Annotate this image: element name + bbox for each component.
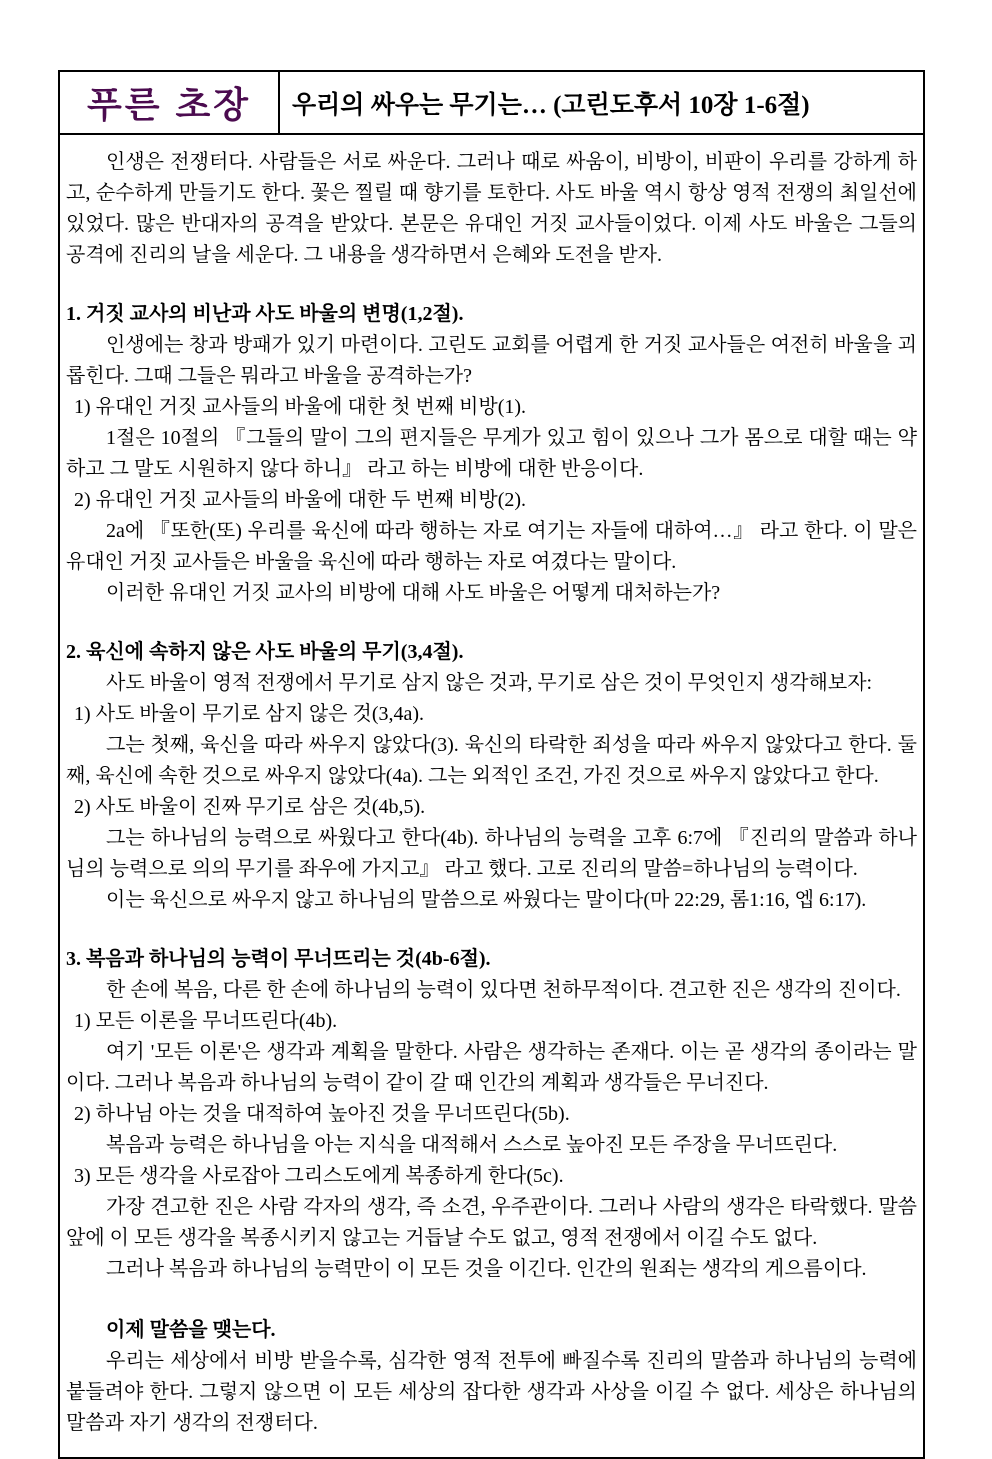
- section-1-question-paragraph: 이러한 유대인 거짓 교사의 비방에 대해 사도 바울은 어떻게 대처하는가?: [106, 582, 721, 604]
- section-1-heading: 1. 거짓 교사의 비난과 사도 바울의 변명(1,2절).: [66, 303, 464, 325]
- intro-paragraph: 인생은 전쟁터다. 사람들은 서로 싸운다. 그러나 때로 싸움이, 비방이, 비판이 우리를 강하게 하고, 순수하게 만들기도 한다. 꽃은 찔릴 때 향기를 토한다. 사도 바울 역시 항상 영적 전쟁의 최일선에 있었다. 많은 반대자의 공격을 받았다. 본문은 유대인 거짓 교사들이었다. 이제 사도 바울은 그들의 공격에 진리의 날을 세운다. 그 내용을 생각하면서 은혜와 도전을 받자.: [66, 151, 917, 266]
- subpoint-2-1-paragraph: 그는 첫째, 육신을 따라 싸우지 않았다(3). 육신의 타락한 죄성을 따라 싸우지 않았다고 한다. 둘째, 육신에 속한 것으로 싸우지 않았다(4a). 그는 외적인 조건, 가진 것으로 싸우지 않았다고 한다.: [66, 734, 917, 787]
- subpoint-1-1: 1) 유대인 거짓 교사들의 바울에 대한 첫 번째 비방(1).: [74, 396, 527, 418]
- subpoint-1-2: 2) 유대인 거짓 교사들의 바울에 대한 두 번째 비방(2).: [74, 489, 527, 511]
- subpoint-3-3-paragraph: 가장 견고한 진은 사람 각자의 생각, 즉 소견, 우주관이다. 그러나 사람의 생각은 타락했다. 말씀 앞에 이 모든 생각을 복종시키지 않고는 거듭날 수도 없고, 영적 전쟁에서 이길 수도 없다.: [66, 1196, 917, 1249]
- closing-paragraph: 우리는 세상에서 비방 받을수록, 심각한 영적 전투에 빠질수록 진리의 말씀과 하나님의 능력에 붙들려야 한다. 그렇지 않으면 이 모든 세상의 잡다한 생각과 사상을 이길 수 없다. 세상은 하나님의 말씀과 자기 생각의 전쟁터다.: [66, 1350, 917, 1434]
- section-2-summary-paragraph: 이는 육신으로 싸우지 않고 하나님의 말씀으로 싸웠다는 말이다(마 22:29, 롬1:16, 엡 6:17).: [106, 889, 867, 911]
- brand-title: 푸른 초장: [86, 84, 252, 125]
- section-2-paragraph: 사도 바울이 영적 전쟁에서 무기로 삼지 않은 것과, 무기로 삼은 것이 무엇인지 생각해보자:: [106, 672, 873, 694]
- subpoint-3-1-paragraph: 여기 '모든 이론'은 생각과 계획을 말한다. 사람은 생각하는 존재다. 이는 곧 생각의 종이라는 말이다. 그러나 복음과 하나님의 능력이 같이 갈 때 인간의 계획과 생각들은 무너진다.: [66, 1041, 917, 1094]
- subpoint-1-2-paragraph: 2a에 『또한(또) 우리를 육신에 따라 행하는 자로 여기는 자들에 대하여…』 라고 한다. 이 말은 유대인 거짓 교사들은 바울을 육신에 따라 행하는 자로 여겼다는 말이다.: [66, 520, 917, 573]
- section-3-paragraph: 한 손에 복음, 다른 한 손에 하나님의 능력이 있다면 천하무적이다. 견고한 진은 생각의 진이다.: [106, 979, 901, 1001]
- subpoint-3-3: 3) 모든 생각을 사로잡아 그리스도에게 복종하게 한다(5c).: [74, 1165, 564, 1187]
- section-3-summary-paragraph: 그러나 복음과 하나님의 능력만이 이 모든 것을 이긴다. 인간의 원죄는 생각의 게으름이다.: [106, 1258, 867, 1280]
- document-body: [60, 135, 923, 1457]
- subpoint-3-1: 1) 모든 이론을 무너뜨린다(4b).: [74, 1010, 338, 1032]
- sermon-title: 우리의 싸우는 무기는… (고린도후서 10장 1-6절): [292, 91, 810, 119]
- closing-heading: 이제 말씀을 맺는다.: [106, 1319, 276, 1341]
- title-cell: [280, 72, 923, 133]
- section-3-heading: 3. 복음과 하나님의 능력이 무너뜨리는 것(4b-6절).: [66, 948, 491, 970]
- document-header: [60, 72, 923, 135]
- section-2-heading: 2. 육신에 속하지 않은 사도 바울의 무기(3,4절).: [66, 641, 464, 663]
- brand-cell: [60, 72, 280, 133]
- subpoint-2-1: 1) 사도 바울이 무기로 삼지 않은 것(3,4a).: [74, 703, 425, 725]
- subpoint-3-2: 2) 하나님 아는 것을 대적하여 높아진 것을 무너뜨린다(5b).: [74, 1103, 570, 1125]
- section-1-paragraph: 인생에는 창과 방패가 있기 마련이다. 고린도 교회를 어렵게 한 거짓 교사들은 여전히 바울을 괴롭힌다. 그때 그들은 뭐라고 바울을 공격하는가?: [66, 334, 917, 387]
- subpoint-3-2-paragraph: 복음과 능력은 하나님을 아는 지식을 대적해서 스스로 높아진 모든 주장을 무너뜨린다.: [106, 1134, 838, 1156]
- subpoint-2-2: 2) 사도 바울이 진짜 무기로 삼은 것(4b,5).: [74, 796, 426, 818]
- subpoint-1-1-paragraph: 1절은 10절의 『그들의 말이 그의 편지들은 무게가 있고 힘이 있으나 그가 몸으로 대할 때는 약하고 그 말도 시원하지 않다 하니』 라고 하는 비방에 대한 반응이다.: [66, 427, 917, 480]
- document-frame: [58, 70, 925, 1459]
- subpoint-2-2-paragraph: 그는 하나님의 능력으로 싸웠다고 한다(4b). 하나님의 능력을 고후 6:7에 『진리의 말씀과 하나님의 능력으로 의의 무기를 좌우에 가지고』 라고 했다. 고로 진리의 말씀=하나님의 능력이다.: [66, 827, 917, 880]
